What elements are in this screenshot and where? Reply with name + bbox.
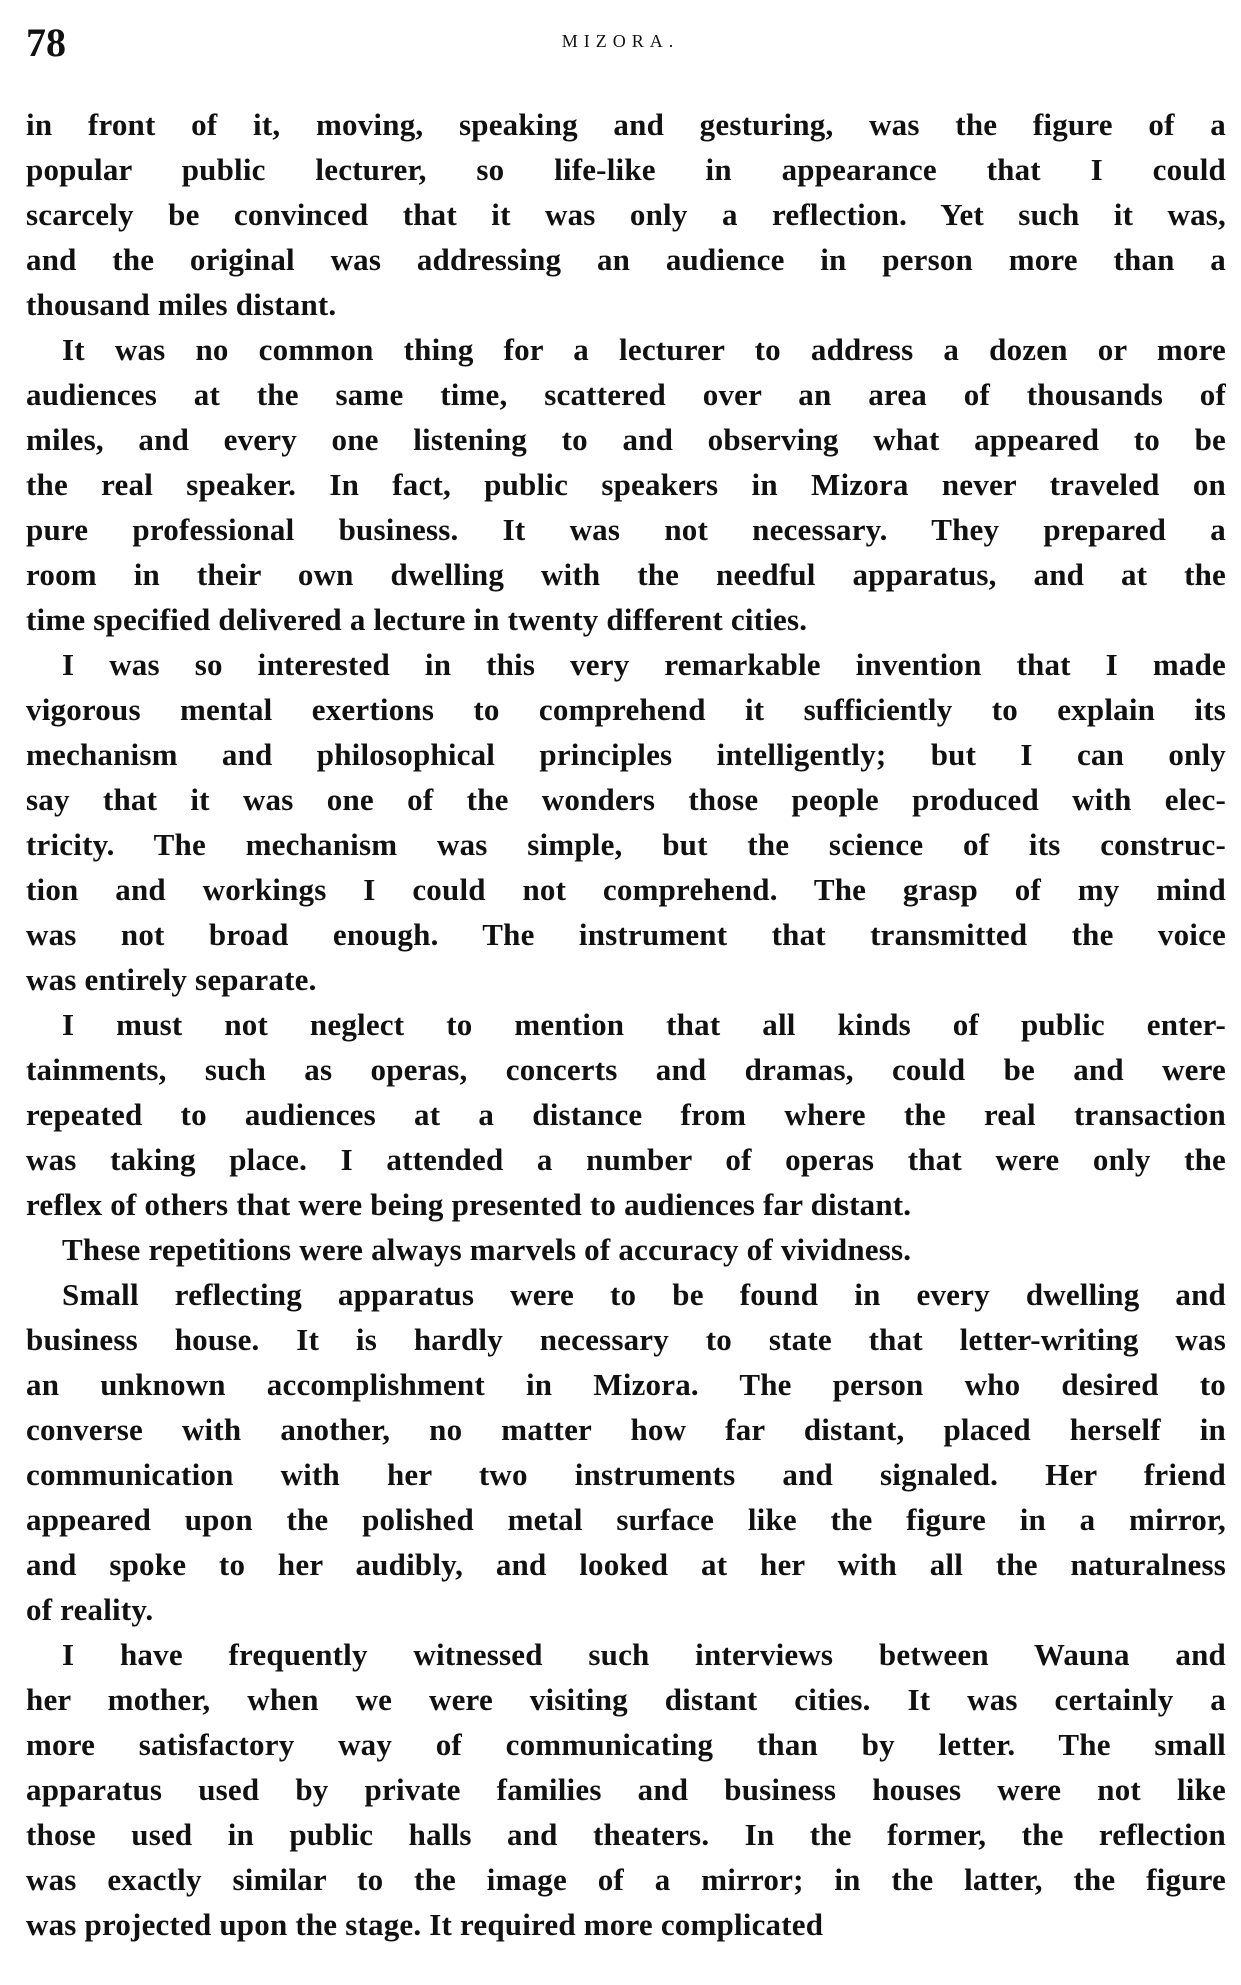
text-line: thousand miles distant. <box>26 287 337 322</box>
text-line: appeared upon the polished metal surface like the figure in a mirror, <box>26 1502 1226 1537</box>
text-line: vigorous mental exertions to comprehend it sufficiently to explain its <box>26 692 1226 727</box>
text-line: I have frequently witnessed such interviews between Wauna and <box>62 1637 1226 1672</box>
text-line: reflex of others that were being presented to audiences far distant. <box>26 1187 912 1222</box>
running-head: MIZORA. <box>561 31 680 51</box>
text-line: scarcely be convinced that it was only a reflection. Yet such it was, <box>26 197 1226 232</box>
page-header <box>26 18 1215 68</box>
text-line: tricity. The mechanism was simple, but the science of its construc- <box>26 827 1226 862</box>
text-line: was projected upon the stage. It required more complicated <box>26 1907 824 1942</box>
text-line: It was no common thing for a lecturer to address a dozen or more <box>62 332 1226 367</box>
text-line: apparatus used by private families and business houses were not like <box>26 1772 1226 1807</box>
text-line: communication with her two instruments and signaled. Her friend <box>26 1457 1226 1492</box>
paragraph <box>26 102 1226 327</box>
page-number: 78 <box>26 20 66 65</box>
text-line: was entirely separate. <box>26 962 317 997</box>
text-line: time specified delivered a lecture in twenty different cities. <box>26 602 808 637</box>
text-line: was taking place. I attended a number of operas that were only the <box>26 1142 1226 1177</box>
text-line: room in their own dwelling with the needful apparatus, and at the <box>26 557 1226 592</box>
body-text <box>26 102 1226 1947</box>
text-line: those used in public halls and theaters. In the former, the reflection <box>26 1817 1226 1852</box>
text-line: tion and workings I could not comprehend. The grasp of my mind <box>26 872 1226 907</box>
text-line: mechanism and philosophical principles intelligently; but I can only <box>26 737 1226 772</box>
text-line: I was so interested in this very remarkable invention that I made <box>62 647 1226 682</box>
text-line: miles, and every one listening to and observing what appeared to be <box>26 422 1226 457</box>
text-line: and spoke to her audibly, and looked at her with all the naturalness <box>26 1547 1226 1582</box>
text-line: These repetitions were always marvels of accuracy of vividness. <box>62 1232 912 1267</box>
text-line: an unknown accomplishment in Mizora. The person who desired to <box>26 1367 1226 1402</box>
text-line: tainments, such as operas, concerts and dramas, could be and were <box>26 1052 1226 1087</box>
paragraph <box>26 1002 1226 1227</box>
text-line: I must not neglect to mention that all kinds of public enter- <box>62 1007 1226 1042</box>
text-line: was not broad enough. The instrument that transmitted the voice <box>26 917 1226 952</box>
text-line: of reality. <box>26 1592 154 1627</box>
text-line: say that it was one of the wonders those people produced with elec- <box>26 782 1226 817</box>
text-line: converse with another, no matter how far distant, placed herself in <box>26 1412 1226 1447</box>
text-line: pure professional business. It was not necessary. They prepared a <box>26 512 1226 547</box>
paragraph <box>26 1632 1226 1947</box>
text-line: repeated to audiences at a distance from where the real transaction <box>26 1097 1226 1132</box>
text-line: and the original was addressing an audience in person more than a <box>26 242 1226 277</box>
text-line: the real speaker. In fact, public speakers in Mizora never traveled on <box>26 467 1226 502</box>
text-line: business house. It is hardly necessary to state that letter-writing was <box>26 1322 1226 1357</box>
text-line: was exactly similar to the image of a mirror; in the latter, the figure <box>26 1862 1226 1897</box>
paragraph <box>26 327 1226 642</box>
text-line: audiences at the same time, scattered over an area of thousands of <box>26 377 1226 412</box>
text-line: Small reflecting apparatus were to be found in every dwelling and <box>62 1277 1226 1312</box>
text-line: in front of it, moving, speaking and gesturing, was the figure of a <box>26 107 1226 142</box>
text-line: more satisfactory way of communicating than by letter. The small <box>26 1727 1226 1762</box>
text-line: popular public lecturer, so life-like in appearance that I could <box>26 152 1226 187</box>
text-line: her mother, when we were visiting distant cities. It was certainly a <box>26 1682 1226 1717</box>
paragraph <box>26 1227 1226 1272</box>
paragraph <box>26 1272 1226 1632</box>
paragraph <box>26 642 1226 1002</box>
